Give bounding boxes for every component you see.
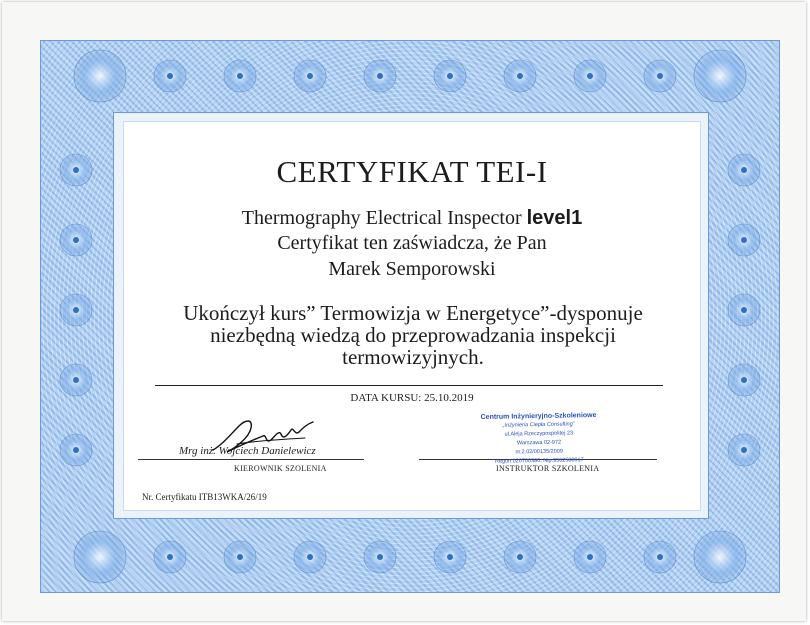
stamp-line: nr.2.02/00135/2009 [515, 448, 563, 456]
stamp-line: „Inżynieria Ciepła Consulting” [502, 421, 575, 429]
instructor-role: INSTRUKTOR SZKOLENIA [496, 464, 600, 473]
company-stamp [463, 411, 614, 474]
program-line [124, 207, 700, 230]
completion-statement [134, 302, 692, 368]
signature-line-left [138, 459, 364, 460]
signatory-role: KIEROWNIK SZOLENIA [234, 464, 327, 473]
certificate-title: CERTYFIKAT TEI-I [276, 154, 548, 189]
completion-line: termowizyjnych. [342, 345, 484, 369]
program-name: Thermography Electrical Inspector [241, 207, 527, 229]
recipient-name: Marek Semporowski [328, 258, 496, 280]
program-level: level1 [526, 207, 583, 229]
stamp-line: Regon:020700380, Nip:9562588917 [494, 457, 584, 465]
course-date: DATA KURSU: 25.10.2019 [350, 392, 474, 404]
stamp-line: ul.Aleja Rzeczypospolitej 23 [504, 430, 574, 438]
certificate-body [123, 121, 701, 511]
completion-line: Ukończył kurs” Termowizja w Energetyce”-dysponuje [183, 301, 643, 325]
divider-line [155, 385, 663, 386]
attestation-text: Certyfikat ten zaświadcza, że Pan [277, 232, 547, 254]
stamp-line: Centrum Inżynieryjno-Szkoleniowe [480, 411, 597, 422]
signatory-name: Mrg inż. Wojciech Danielewicz [179, 445, 316, 457]
certificate-number: Nr. Certyfikatu ITB13WKA/26/19 [142, 492, 267, 502]
completion-line: niezbędną wiedzą do przeprowadzania inspekcji [210, 323, 616, 347]
stamp-line: Warszawa 02-972 [516, 439, 562, 447]
